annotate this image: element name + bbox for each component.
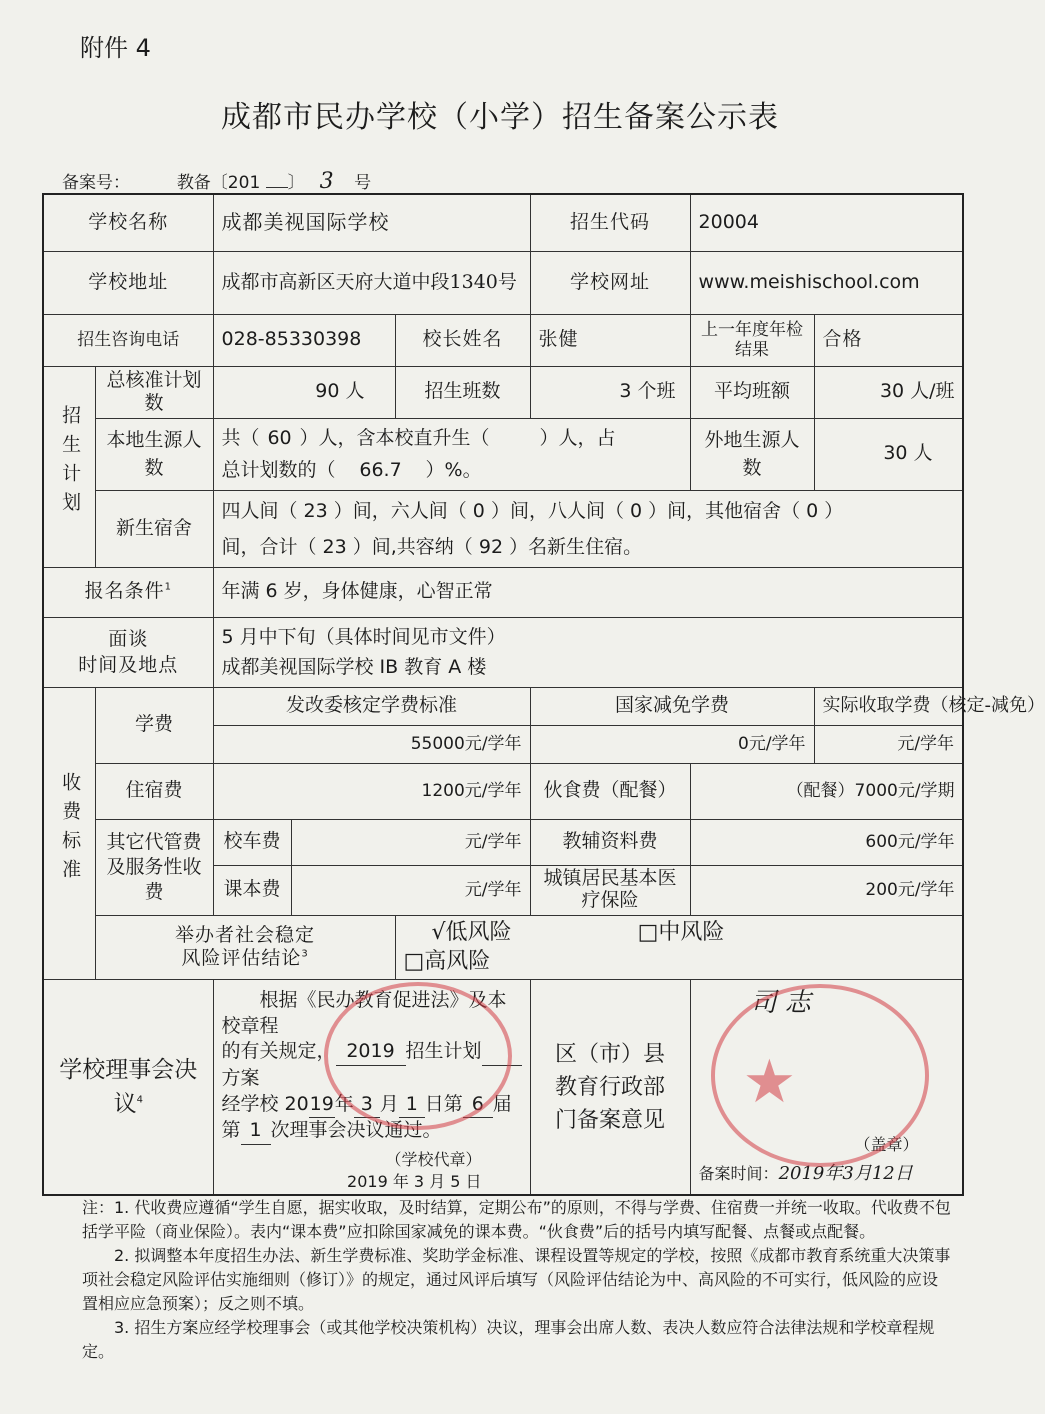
record-number-handwritten: 3: [305, 169, 349, 195]
risk-high-checkbox[interactable]: □高风险: [403, 949, 491, 975]
note-1: 注：1. 代收费应遵循“学生自愿，据实收取，及时结算，定期公布”的原则，不得与学费、住宿费一并统一收取。代收费不包括学平险（商业保险）。表内“课本费”应扣除国家减免的课本费。“伙食费”后的括号内填写配餐、点餐或点配餐。: [82, 1198, 951, 1241]
dorm-label: 新生宿舍: [95, 490, 213, 567]
outside-students-label: 外地生源人数: [690, 418, 814, 490]
total-plan-value: 90 人: [213, 366, 395, 418]
materials-fee-value: 600元/学年: [690, 819, 963, 865]
record-prefix: 教备〔201: [176, 173, 261, 193]
local-count: 60: [267, 426, 292, 449]
outside-students-value: 30 人: [814, 418, 963, 490]
record-label: 备案号：: [62, 173, 130, 193]
national-reduction-value: 0元/学年: [530, 725, 814, 763]
bureau-seal-note: （盖章）: [854, 1135, 919, 1155]
registration-table: [42, 193, 1045, 1196]
record-number: 备案号： 教备〔201 〕 3 号: [62, 169, 372, 194]
inspection-label: 上一年度年检结果: [690, 314, 814, 366]
attachment-label: 附件 4: [80, 34, 151, 62]
local-students-text: 共（ 60 ）人，含本校直升生（ ）人，占 总计划数的（ 66.7 ）%。: [213, 418, 690, 490]
interview-value: [213, 617, 963, 687]
enrollment-code-label: 招生代码: [530, 194, 690, 251]
avg-class-value: 30 人/班: [814, 366, 963, 418]
school-website-label: 学校网址: [530, 251, 690, 314]
other-fees-label: 其它代管费及服务性收费: [95, 819, 213, 915]
total-plan-label: 总核准计划数: [95, 366, 213, 418]
inspection-value: 合格: [814, 314, 963, 366]
phone-value: 028-85330398: [213, 314, 395, 366]
school-name-value: 成都美视国际学校: [213, 194, 530, 251]
filing-label: 区（市）县教育行政部门备案意见: [530, 980, 690, 1196]
national-reduction-label: 国家减免学费: [530, 687, 814, 725]
record-year-digit: [266, 187, 288, 188]
enrollment-code-value: 20004: [690, 194, 963, 251]
risk-mid-checkbox[interactable]: □中风险: [637, 919, 725, 945]
interview-time: 5 月中下旬（具体时间见市文件）: [221, 625, 506, 648]
bus-fee-value: 元/学年: [291, 819, 530, 865]
meal-label: 伙食费（配餐）: [530, 763, 690, 819]
requirements-label: 报名条件$^1$: [43, 567, 213, 617]
school-website-value: www.meishischool.com: [690, 251, 963, 314]
interview-label: 面谈 时间及地点: [43, 617, 213, 687]
classes-value: 3 个班: [530, 366, 690, 418]
official-signature: 司 志: [750, 988, 811, 1019]
resolution-label: 学校理事会决议$^4$: [43, 980, 213, 1196]
risk-options: [395, 915, 963, 979]
interview-place: 成都美视国际学校 IB 教育 A 楼: [221, 656, 487, 679]
risk-label: 举办者社会稳定 风险评估结论$^3$: [95, 915, 395, 979]
local-students-label: 本地生源人数: [95, 418, 213, 490]
school-seal-note: （学校代章）: [385, 1149, 482, 1169]
footnotes: [82, 1196, 952, 1364]
dorm-text: [213, 490, 963, 567]
local-percent: 66.7: [359, 459, 402, 481]
resolution-text: 根据《民办教育促进法》及本校章程 的有关规定， 2019 招生计划 方案 经学校 2019年 3 月 1 日第 6 届 第 1 次理事会决议通过。 （学校代章） 2019 年 3 月 5 日: [213, 980, 530, 1196]
record-blank: [135, 173, 171, 194]
book-fee-value: 元/学年: [291, 865, 530, 915]
requirements-value: 年满 6 岁，身体健康，心智正常: [213, 567, 963, 617]
actual-tuition-value: 元/学年: [814, 725, 963, 763]
phone-label: 招生咨询电话: [43, 314, 213, 366]
note-3: 3. 招生方案应经学校理事会（或其他学校决策机构）决议，理事会出席人数、表决人数应符合法律法规和学校章程规定。: [82, 1318, 935, 1361]
meal-value: （配餐）7000元/学期: [690, 763, 963, 819]
insurance-label: 城镇居民基本医疗保险: [530, 865, 690, 915]
plan-section-label: 招生计划: [43, 366, 95, 567]
insurance-value: 200元/学年: [690, 865, 963, 915]
dorm-line-2: 间，合计（ 23 ）间,共容纳（ 92 ）名新生住宿。: [221, 535, 643, 558]
page-title: 成都市民办学校（小学）招生备案公示表: [221, 100, 779, 135]
principal-label: 校长姓名: [395, 314, 530, 366]
book-fee-label: 课本费: [213, 865, 291, 915]
resolution-date: 2019 年 3 月 5 日: [347, 1171, 482, 1191]
school-address-label: 学校地址: [43, 251, 213, 314]
tuition-label: 学费: [95, 687, 213, 763]
bus-fee-label: 校车费: [213, 819, 291, 865]
school-name-label: 学校名称: [43, 194, 213, 251]
record-suffix: 号: [354, 173, 372, 193]
principal-value: 张健: [530, 314, 690, 366]
filing-date: 备案时间：2019年3月12日: [698, 1162, 913, 1184]
materials-fee-label: 教辅资料费: [530, 819, 690, 865]
school-address-value: 成都市高新区天府大道中段1340号: [213, 251, 530, 314]
classes-label: 招生班数: [395, 366, 530, 418]
fees-section-label: 收费标准: [43, 687, 95, 979]
filing-opinion: [690, 980, 963, 1196]
avg-class-label: 平均班额: [690, 366, 814, 418]
lodging-label: 住宿费: [95, 763, 213, 819]
seal-star-icon: ★: [742, 1047, 797, 1118]
risk-low-checkbox[interactable]: √低风险: [431, 919, 512, 945]
note-2: 2. 拟调整本年度招生办法、新生学费标准、奖助学金标准、课程设置等规定的学校，按照《成都市教育系统重大决策事项社会稳定风险评估实施细则（修订）》的规定，通过风评后填写（风险评估结论为中、高风险的不可实行，低风险的应设置相应应急预案）；反之则不填。: [82, 1246, 951, 1313]
lodging-value: 1200元/学年: [213, 763, 530, 819]
ndrc-value: 55000元/学年: [213, 725, 530, 763]
actual-tuition-label: 实际收取学费（核定-减免）: [814, 687, 963, 725]
ndrc-label: 发改委核定学费标准: [213, 687, 530, 725]
resolution-year: 2019: [336, 1039, 406, 1066]
dorm-line-1: 四人间（ 23 ）间，六人间（ 0 ）间，八人间（ 0 ）间，其他宿舍（ 0 ）: [221, 499, 844, 522]
